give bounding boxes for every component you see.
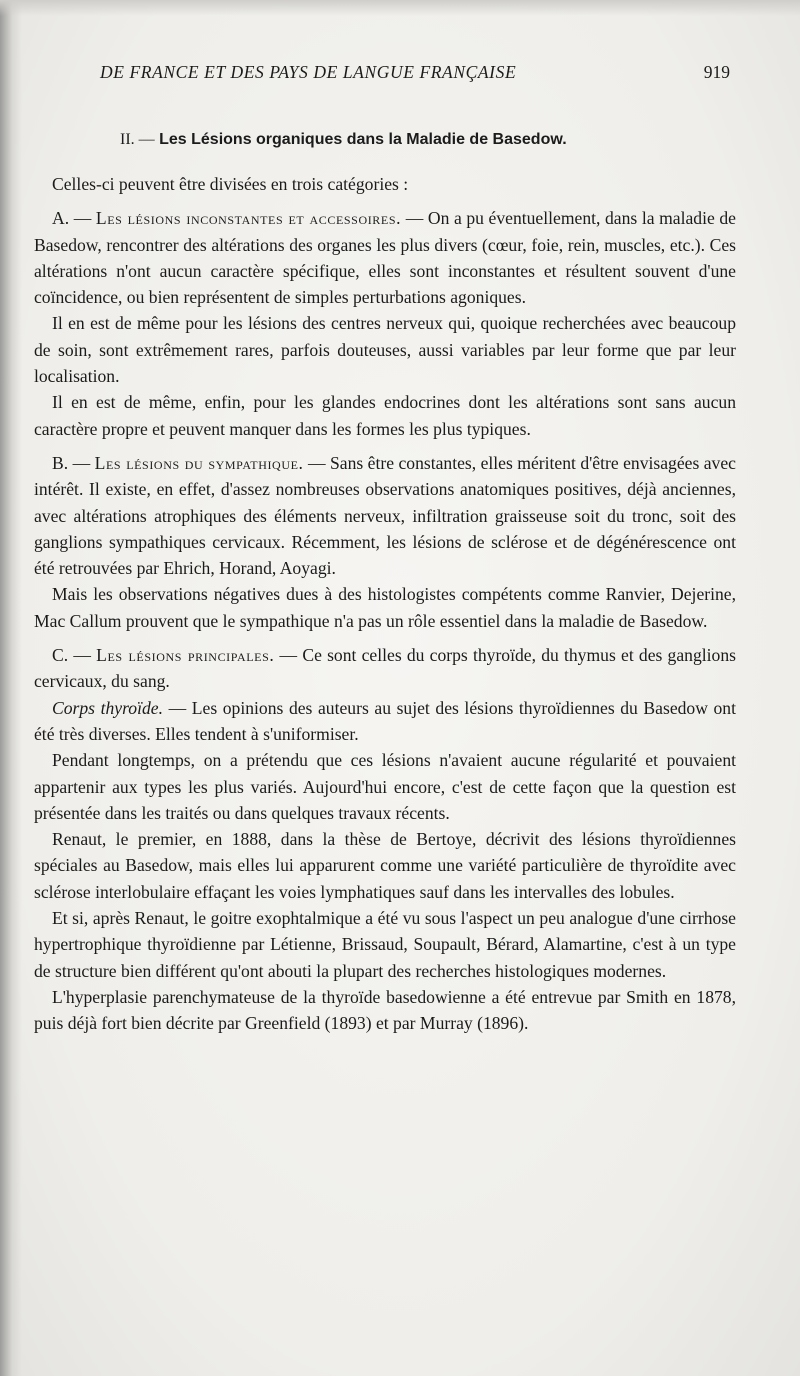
paragraph-lead: B. — <box>52 452 91 473</box>
body-text <box>34 171 736 1037</box>
italic-lead: Corps thyroïde. <box>52 697 163 718</box>
paragraph-lead: C. — <box>52 645 91 666</box>
section-title-text: Les Lésions organiques dans la Maladie de Basedow. <box>159 131 567 148</box>
section-number: II. — <box>120 131 155 148</box>
paragraph-b: B. — Les lésions du sympathique. — Sans être constantes, elles méritent d'être envisagées avec intérêt. Il existe, en effet, d'assez nombreuses observations anatomiques positives, déjà anciennes, avec altérations atrophiques des éléments nerveux, infiltration graisseuse soit du tronc, soit des ganglions sympathiques cervicaux. Récemment, les lésions de sclérose et de dégénérescence ont été retrouvées par Ehrich, Horand, Aoyagi. <box>34 452 736 579</box>
paragraph: Et si, après Renaut, le goitre exophtalmique a été vu sous l'aspect un peu analogue d'une cirrhose hypertrophique thyroïdienne par Létienne, Brissaud, Soupault, Bérard, Alamartine, c'est à un type de structure bien différent qu'ont abouti la plupart des recherches histologiques modernes. <box>34 908 736 981</box>
paragraph: Pendant longtemps, on a prétendu que ces lésions n'avaient aucune régularité et pouvaient appartenir aux types les plus variés. Aujourd'hui encore, c'est de cette façon que la question est présentée dans les traités ou dans quelques travaux récents. <box>34 750 736 823</box>
page-top-shadow <box>0 0 800 16</box>
paragraph: Mais les observations négatives dues à des histologistes compétents comme Ranvier, Dejerine, Mac Callum prouvent que le sympathique n'a pas un rôle essentiel dans la maladie de Basedow. <box>34 584 736 631</box>
paragraph: Il en est de même pour les lésions des centres nerveux qui, quoique recherchées avec beaucoup de soin, sont extrêmement rares, parfois douteuses, aussi variables par leur forme que par leur localisation. <box>34 313 736 387</box>
paragraph: Il en est de même, enfin, pour les glandes endocrines dont les altérations sont sans aucun caractère propre et peuvent manquer dans les formes les plus typiques. <box>34 392 736 439</box>
paragraph-lead: A. — <box>52 208 92 229</box>
paragraph-c: C. — Les lésions principales. — Ce sont celles du corps thyroïde, du thymus et des ganglions cervicaux, du sang. <box>34 645 736 692</box>
subsection-heading: Les lésions principales. <box>96 645 275 666</box>
page-number: 919 <box>703 62 730 82</box>
section-heading <box>120 131 680 149</box>
paragraph-corps-thyroide: Corps thyroïde. — Les opinions des auteurs au sujet des lésions thyroïdiennes du Basedow ont été très diverses. Elles tendent à s'uniformiser. <box>34 697 736 744</box>
paragraph: L'hyperplasie parenchymateuse de la thyroïde basedowienne a été entrevue par Smith en 1878, puis déjà fort bien décrite par Greenfield (1893) et par Murray (1896). <box>34 986 736 1034</box>
page-edge-shadow <box>0 0 22 1376</box>
subsection-heading: Les lésions inconstantes et accessoires. <box>95 208 402 229</box>
running-title: DE FRANCE ET DES PAYS DE LANGUE FRANÇAISE <box>100 62 517 82</box>
paragraph-intro: Celles-ci peuvent être divisées en trois catégories : <box>52 174 409 194</box>
running-header <box>100 62 730 86</box>
subsection-heading: Les lésions du sympathique. <box>94 452 304 473</box>
paragraph-a: A. — Les lésions inconstantes et accessoires. — On a pu éventuellement, dans la maladie de Basedow, rencontrer des altérations des organes les plus divers (cœur, foie, rein, muscles, etc.). Ces altérations n'ont aucun caractère spécifique, elles sont inconstantes et résultent souvent d'une coïncidence, ou bien représentent de simples perturbations agoniques. <box>34 208 736 308</box>
paragraph: Renaut, le premier, en 1888, dans la thèse de Bertoye, décrivit des lésions thyroïdiennes spéciales au Basedow, mais elles lui apparurent comme une variété particulière de thyroïdite avec sclérose interlobulaire effaçant les voies lymphatiques sauf dans les intervalles des lobules. <box>34 829 736 902</box>
